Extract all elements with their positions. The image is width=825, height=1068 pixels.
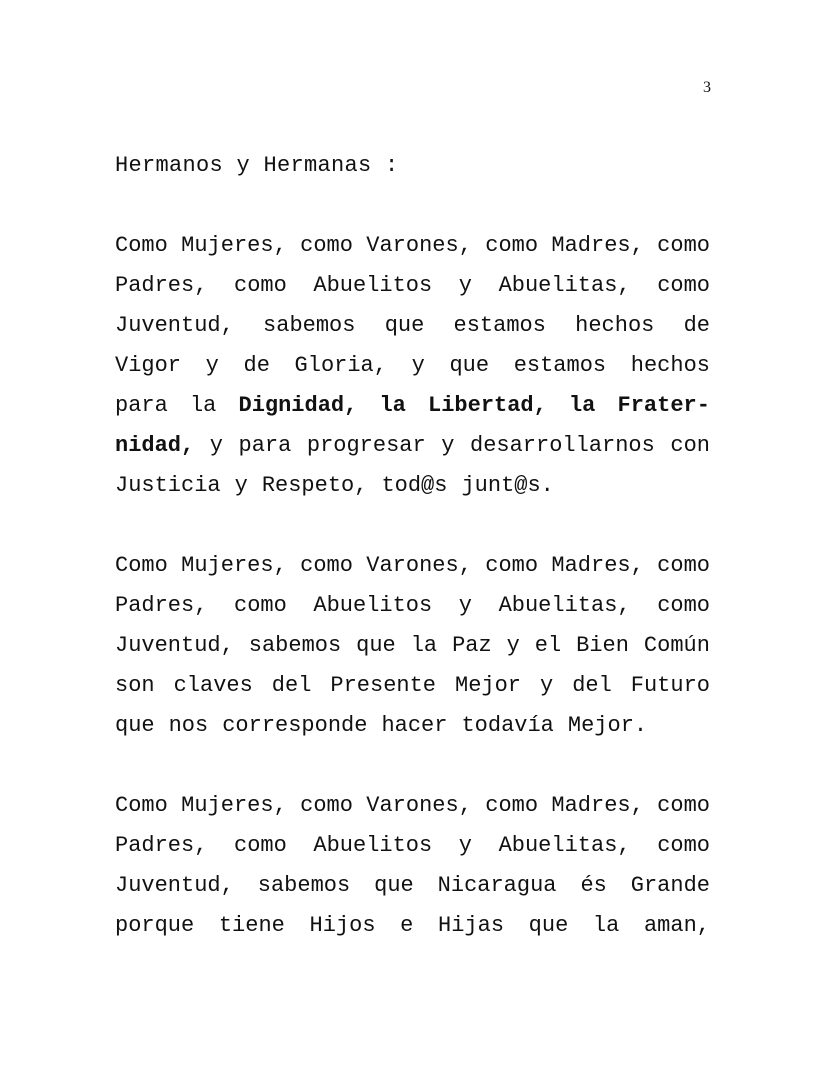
word: Respeto, xyxy=(261,473,368,498)
word: és xyxy=(580,873,607,898)
word: Varones, xyxy=(366,233,472,258)
paragraph-line xyxy=(115,826,710,866)
word: y xyxy=(234,473,248,498)
word: y xyxy=(205,353,219,378)
word: el xyxy=(534,633,562,658)
paragraph-line xyxy=(115,226,710,266)
word: Hijos xyxy=(309,913,376,938)
word: Bien xyxy=(576,633,629,658)
word: Grande xyxy=(630,873,710,898)
word: que xyxy=(115,713,155,738)
word: Varones, xyxy=(366,793,472,818)
word: y xyxy=(411,353,425,378)
paragraph-line xyxy=(115,386,710,426)
word: sabemos xyxy=(257,873,351,898)
word: y xyxy=(540,673,554,698)
bold-word: Libertad, xyxy=(428,393,547,418)
word: Abuelitos xyxy=(313,593,433,618)
word: Presente xyxy=(330,673,437,698)
paragraph-line xyxy=(115,546,710,586)
paragraph-1 xyxy=(115,226,710,506)
bold-word: la xyxy=(379,393,406,418)
word: Vigor xyxy=(115,353,182,378)
paragraph-line xyxy=(115,346,710,386)
word: Justicia xyxy=(115,473,221,498)
word: sabemos xyxy=(248,633,342,658)
word: que xyxy=(528,913,569,938)
word: y xyxy=(209,433,223,458)
word: que xyxy=(384,313,425,338)
word: como xyxy=(657,593,710,618)
word: porque xyxy=(115,913,195,938)
word: del xyxy=(271,673,312,698)
word: como xyxy=(234,833,287,858)
word: de xyxy=(243,353,270,378)
page-number: 3 xyxy=(703,79,711,96)
word: desarrollarnos xyxy=(470,433,655,458)
word: Padres, xyxy=(115,593,208,618)
word: como xyxy=(485,793,539,818)
word: Madres, xyxy=(551,793,644,818)
word: y xyxy=(458,593,472,618)
word: claves xyxy=(173,673,253,698)
document-body xyxy=(115,146,710,986)
word: todavía xyxy=(461,713,554,738)
word: como xyxy=(657,553,710,578)
word: estamos xyxy=(513,353,607,378)
word: para xyxy=(115,393,168,418)
bold-word: nidad, xyxy=(115,433,195,458)
word: la xyxy=(410,633,438,658)
word: Futuro xyxy=(630,673,710,698)
word: sabemos xyxy=(263,313,356,338)
word: y xyxy=(458,833,472,858)
word: como xyxy=(234,273,287,298)
word: Abuelitas, xyxy=(498,593,631,618)
word: Nicaragua xyxy=(437,873,557,898)
greeting-line: Hermanos y Hermanas : xyxy=(115,153,399,178)
word: como xyxy=(657,273,710,298)
word: Común xyxy=(643,633,710,658)
word: de xyxy=(683,313,710,338)
paragraph-line xyxy=(115,906,710,946)
paragraph-3 xyxy=(115,786,710,946)
paragraph-line xyxy=(115,866,710,906)
word: la xyxy=(592,913,620,938)
word: Padres, xyxy=(115,833,208,858)
word: Juventud, xyxy=(115,313,234,338)
paragraph-line xyxy=(115,426,710,466)
word: Como xyxy=(115,233,168,258)
paragraph-line xyxy=(115,586,710,626)
word: hechos xyxy=(575,313,655,338)
word: Juventud, xyxy=(115,873,234,898)
word: y xyxy=(441,433,455,458)
word: que xyxy=(356,633,396,658)
word: que xyxy=(449,353,490,378)
paragraph-2 xyxy=(115,546,710,746)
word: Mujeres, xyxy=(181,793,287,818)
word: e xyxy=(400,913,414,938)
word: progresar xyxy=(306,433,426,458)
word: que xyxy=(374,873,414,898)
paragraph-line xyxy=(115,626,710,666)
paragraph-line xyxy=(115,266,710,306)
word: nos xyxy=(168,713,209,738)
word: Juventud, xyxy=(115,633,234,658)
word: como xyxy=(485,233,539,258)
word: Varones, xyxy=(366,553,472,578)
word: tod@s xyxy=(381,473,448,498)
word: Mejor. xyxy=(567,713,648,738)
word: y xyxy=(458,273,472,298)
word: como xyxy=(300,793,353,818)
paragraph-line xyxy=(115,666,710,706)
word: Abuelitas, xyxy=(498,273,631,298)
word: como xyxy=(657,833,710,858)
word: Abuelitas, xyxy=(498,833,631,858)
word: Mujeres, xyxy=(181,553,287,578)
word: como xyxy=(300,233,353,258)
word: para xyxy=(238,433,292,458)
word: la xyxy=(189,393,217,418)
paragraph-line xyxy=(115,706,710,746)
word: Mejor xyxy=(455,673,522,698)
word: como xyxy=(234,593,287,618)
word: tiene xyxy=(218,913,285,938)
paragraph-line xyxy=(115,306,710,346)
paragraph-line xyxy=(115,786,710,826)
word: del xyxy=(572,673,612,698)
word: como xyxy=(657,793,710,818)
bold-word: Frater- xyxy=(617,393,710,418)
word: Abuelitos xyxy=(313,273,433,298)
bold-word: Dignidad, xyxy=(238,393,358,418)
word: Abuelitos xyxy=(313,833,433,858)
word: Gloria, xyxy=(294,353,387,378)
word: Como xyxy=(115,553,168,578)
bold-word: la xyxy=(568,393,596,418)
word: como xyxy=(657,233,710,258)
word: hechos xyxy=(630,353,710,378)
word: y xyxy=(506,633,520,658)
word: corresponde xyxy=(222,713,368,738)
word: con xyxy=(670,433,710,458)
word: Padres, xyxy=(115,273,208,298)
word: estamos xyxy=(453,313,546,338)
word: hacer xyxy=(381,713,448,738)
word: son xyxy=(115,673,155,698)
word: Madres, xyxy=(551,553,644,578)
word: Madres, xyxy=(551,233,644,258)
word: como xyxy=(300,553,353,578)
word: como xyxy=(485,553,539,578)
word: Paz xyxy=(452,633,492,658)
word: Mujeres, xyxy=(181,233,287,258)
paragraph-line xyxy=(115,466,710,506)
word: aman, xyxy=(643,913,710,938)
word: junt@s. xyxy=(461,473,554,498)
word: Como xyxy=(115,793,168,818)
word: Hijas xyxy=(438,913,505,938)
